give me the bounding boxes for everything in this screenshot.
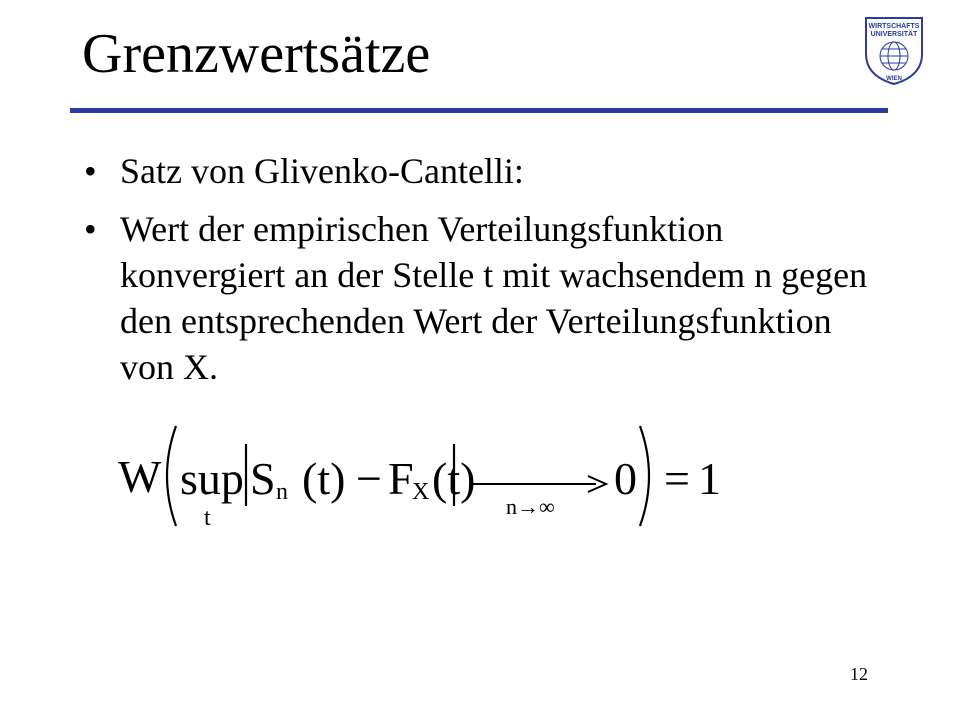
formula-sup-subscript: t xyxy=(204,505,211,531)
formula-s-argument: (t) xyxy=(302,453,346,504)
title-underline xyxy=(70,108,888,113)
formula-minus: − xyxy=(356,453,382,504)
glivenko-cantelli-formula xyxy=(118,420,738,530)
abs-bar-right xyxy=(452,442,458,508)
formula-equals: = xyxy=(664,453,690,504)
bullet-text: Wert der empirischen Verteilungsfunktion konvergiert an der Stelle t mit wachsendem n gegen den entsprechenden Wert der Verteilungsfunktion von X. xyxy=(120,209,868,387)
bullet-item xyxy=(84,148,884,194)
logo-line2: UNIVERSITÄT xyxy=(870,31,918,38)
formula-w: W xyxy=(118,451,162,502)
right-paren xyxy=(636,424,662,528)
formula-zero: 0 xyxy=(614,453,637,504)
formula-sup: sup xyxy=(180,453,244,504)
bullet-item xyxy=(84,206,884,390)
formula-s: S xyxy=(250,453,276,504)
formula-f-argument: (t) xyxy=(432,453,476,504)
logo-line3: WIEN xyxy=(886,76,902,82)
bullet-text: Satz von Glivenko-Cantelli: xyxy=(120,151,524,191)
formula-f: F xyxy=(388,453,414,504)
bullet-list xyxy=(84,148,884,402)
slide-title: Grenzwertsätze xyxy=(82,23,431,85)
page-number: 12 xyxy=(850,664,868,684)
formula-one: 1 xyxy=(698,453,721,504)
university-logo xyxy=(862,14,926,86)
left-paren xyxy=(154,424,180,528)
bullet-marker: • xyxy=(84,209,97,249)
formula-f-subscript: X xyxy=(412,479,430,505)
arrow-subscript: n→∞ xyxy=(506,494,555,519)
bullet-marker: • xyxy=(84,151,97,191)
logo-line1: WIRTSCHAFTS xyxy=(868,23,920,30)
convergence-arrow-icon xyxy=(468,472,610,496)
formula-s-subscript: n xyxy=(276,479,288,505)
